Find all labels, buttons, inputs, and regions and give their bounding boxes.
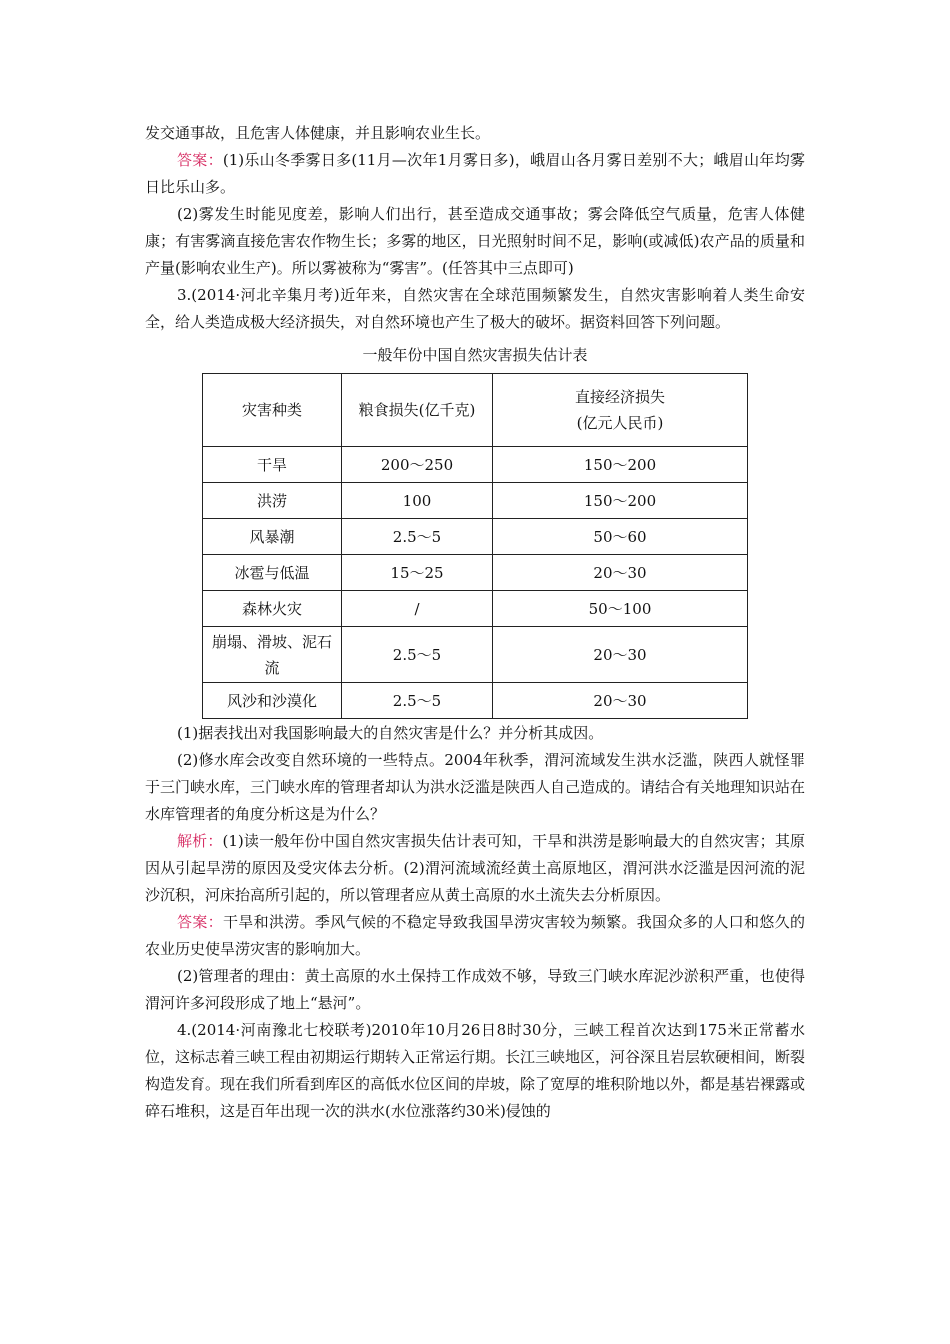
paragraph-text: (1)读一般年份中国自然灾害损失估计表可知，干旱和洪涝是影响最大的自然灾害；其原因从引起旱涝的原因及受灾体去分析。(2)渭河流域流经黄土高原地区，渭河洪水泛滥是因河流的泥沙沉积，河床抬高所引起的，所以管理者应从黄土高原的水土流失去分析原因。 xyxy=(145,832,805,904)
answer-label: 解析： xyxy=(177,832,223,850)
paragraph xyxy=(145,201,805,282)
paragraph-text: (1)乐山冬季雾日多(11月—次年1月雾日多)，峨眉山各月雾日差别不大；峨眉山年均雾日比乐山多。 xyxy=(145,151,805,196)
paragraph-text: (1)据表找出对我国影响最大的自然灾害是什么？并分析其成因。 xyxy=(177,724,604,742)
cell-economic-loss: 150～200 xyxy=(493,483,748,519)
header-economic-loss-line2: (亿元人民币) xyxy=(576,414,664,432)
document-page xyxy=(145,120,805,1125)
cell-disaster-type: 崩塌、滑坡、泥石流 xyxy=(203,627,342,683)
cell-disaster-type: 冰雹与低温 xyxy=(203,555,342,591)
cell-disaster-type: 森林火灾 xyxy=(203,591,342,627)
answer-label: 答案： xyxy=(177,913,223,931)
cell-disaster-type: 风暴潮 xyxy=(203,519,342,555)
header-economic-loss xyxy=(493,374,748,447)
header-grain-loss: 粮食损失(亿千克) xyxy=(342,374,493,447)
paragraph-text: (2)雾发生时能见度差，影响人们出行，甚至造成交通事故；雾会降低空气质量，危害人体健康；有害雾滴直接危害农作物生长；多雾的地区，日光照射时间不足，影响(或减低)农产品的质量和产量(影响农业生产)。所以雾被称为“雾害”。(任答其中三点即可) xyxy=(145,205,805,277)
paragraph-group-bottom xyxy=(145,720,805,1125)
header-disaster-type: 灾害种类 xyxy=(203,374,342,447)
cell-economic-loss: 20～30 xyxy=(493,627,748,683)
paragraph xyxy=(145,909,805,963)
table-title: 一般年份中国自然灾害损失估计表 xyxy=(362,346,588,364)
cell-economic-loss: 150～200 xyxy=(493,447,748,483)
cell-grain-loss: 15～25 xyxy=(342,555,493,591)
cell-disaster-type: 洪涝 xyxy=(203,483,342,519)
cell-grain-loss: 2.5～5 xyxy=(342,683,493,719)
cell-grain-loss: 2.5～5 xyxy=(342,519,493,555)
table-row xyxy=(203,683,748,719)
table-row xyxy=(203,447,748,483)
answer-label: 答案： xyxy=(177,151,223,169)
paragraph xyxy=(145,720,805,747)
table-row xyxy=(203,555,748,591)
table-row xyxy=(203,627,748,683)
paragraph-text: 发交通事故，且危害人体健康，并且影响农业生长。 xyxy=(145,124,491,142)
paragraph-text: 4.(2014·河南豫北七校联考)2010年10月26日8时30分，三峡工程首次达到175米正常蓄水位，这标志着三峡工程由初期运行期转入正常运行期。长江三峡地区，河谷深且岩层软硬相间，断裂构造发育。现在我们所看到库区的高低水位区间的岸坡，除了宽厚的堆积阶地以外，都是基岩裸露或碎石堆积，这是百年出现一次的洪水(水位涨落约30米)侵蚀的 xyxy=(145,1021,806,1120)
disaster-loss-table xyxy=(202,373,748,719)
cell-disaster-type: 干旱 xyxy=(203,447,342,483)
paragraph-text: 3.(2014·河北辛集月考)近年来，自然灾害在全球范围频繁发生，自然灾害影响着人类生命安全，给人类造成极大经济损失，对自然环境也产生了极大的破坏。据资料回答下列问题。 xyxy=(145,286,805,331)
table-row xyxy=(203,591,748,627)
cell-grain-loss: / xyxy=(342,591,493,627)
table-header-row xyxy=(203,374,748,447)
cell-economic-loss: 20～30 xyxy=(493,555,748,591)
paragraph-text: (2)管理者的理由：黄土高原的水土保持工作成效不够，导致三门峡水库泥沙淤积严重，也使得渭河许多河段形成了地上“悬河”。 xyxy=(145,967,805,1012)
table-row xyxy=(203,519,748,555)
cell-economic-loss: 50～100 xyxy=(493,591,748,627)
paragraph-text: 干旱和洪涝。季风气候的不稳定导致我国旱涝灾害较为频繁。我国众多的人口和悠久的农业历史使旱涝灾害的影响加大。 xyxy=(145,913,805,958)
paragraph xyxy=(145,120,805,147)
cell-disaster-type: 风沙和沙漠化 xyxy=(203,683,342,719)
table-row xyxy=(203,483,748,519)
cell-economic-loss: 20～30 xyxy=(493,683,748,719)
cell-grain-loss: 200～250 xyxy=(342,447,493,483)
paragraph xyxy=(145,963,805,1017)
paragraph-group-top xyxy=(145,120,805,336)
cell-grain-loss: 100 xyxy=(342,483,493,519)
paragraph-text: (2)修水库会改变自然环境的一些特点。2004年秋季，渭河流域发生洪水泛滥，陕西人就怪罪于三门峡水库，三门峡水库的管理者却认为洪水泛滥是陕西人自己造成的。请结合有关地理知识站在水库管理者的角度分析这是为什么？ xyxy=(145,751,806,823)
header-economic-loss-line1: 直接经济损失 xyxy=(574,388,665,406)
paragraph xyxy=(145,747,805,828)
cell-grain-loss: 2.5～5 xyxy=(342,627,493,683)
paragraph xyxy=(145,282,805,336)
cell-economic-loss: 50～60 xyxy=(493,519,748,555)
paragraph xyxy=(145,1017,805,1125)
paragraph xyxy=(145,147,805,201)
paragraph xyxy=(145,828,805,909)
